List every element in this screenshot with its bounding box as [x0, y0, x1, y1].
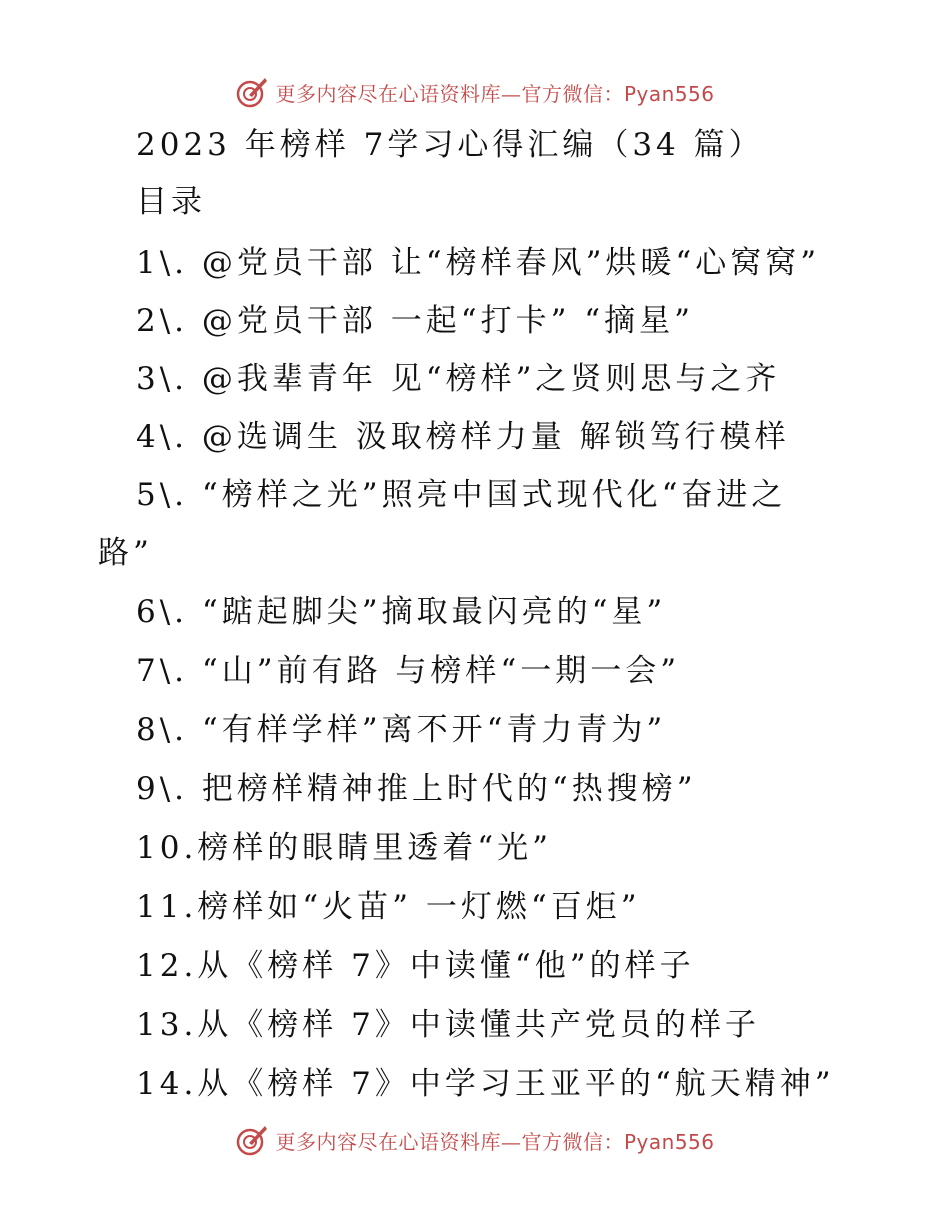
watermark-wechat-id: Pyan556 [623, 81, 715, 106]
header-watermark [0, 70, 950, 114]
toc-item: 7\. “山”前有路 与榜样“一期一会” [136, 653, 681, 689]
quill-logo-icon [235, 75, 269, 109]
watermark-text: 更多内容尽在心语资料库—官方微信：Pyan556 [275, 1129, 715, 1154]
document-title: 2023 年榜样 7学习心得汇编（34 篇） [136, 127, 764, 163]
toc-item: 5\. “榜样之光”照亮中国式现代化“奋进之 [136, 477, 787, 513]
toc-item: 4\. @选调生 汲取榜样力量 解锁笃行模样 [136, 419, 790, 455]
quill-logo-icon [235, 1123, 269, 1157]
toc-item: 13.从《榜样 7》中读懂共产党员的样子 [136, 1007, 760, 1043]
toc-item: 9\. 把榜样精神推上时代的“热搜榜” [136, 771, 697, 807]
toc-item: 2\. @党员干部 一起“打卡” “摘星” [136, 303, 694, 339]
toc-item: 6\. “踮起脚尖”摘取最闪亮的“星” [136, 594, 667, 630]
toc-item: 3\. @我辈青年 见“榜样”之贤则思与之齐 [136, 361, 781, 397]
toc-item-continuation: 路” [98, 535, 153, 571]
watermark-wechat-id: Pyan556 [623, 1129, 715, 1154]
footer-watermark [0, 1118, 950, 1162]
toc-item: 10.榜样的眼睛里透着“光” [136, 830, 552, 866]
watermark-text: 更多内容尽在心语资料库—官方微信：Pyan556 [275, 81, 715, 106]
toc-item: 8\. “有样学样”离不开“青力青为” [136, 712, 667, 748]
toc-item: 1\. @党员干部 让“榜样春风”烘暖“心窝窝” [136, 245, 821, 281]
toc-item: 14.从《榜样 7》中学习王亚平的“航天精神” [136, 1066, 835, 1102]
toc-item: 12.从《榜样 7》中读懂“他”的样子 [136, 948, 695, 984]
toc-heading: 目录 [136, 184, 206, 220]
toc-item: 11.榜样如“火苗” 一灯燃“百炬” [136, 889, 641, 925]
